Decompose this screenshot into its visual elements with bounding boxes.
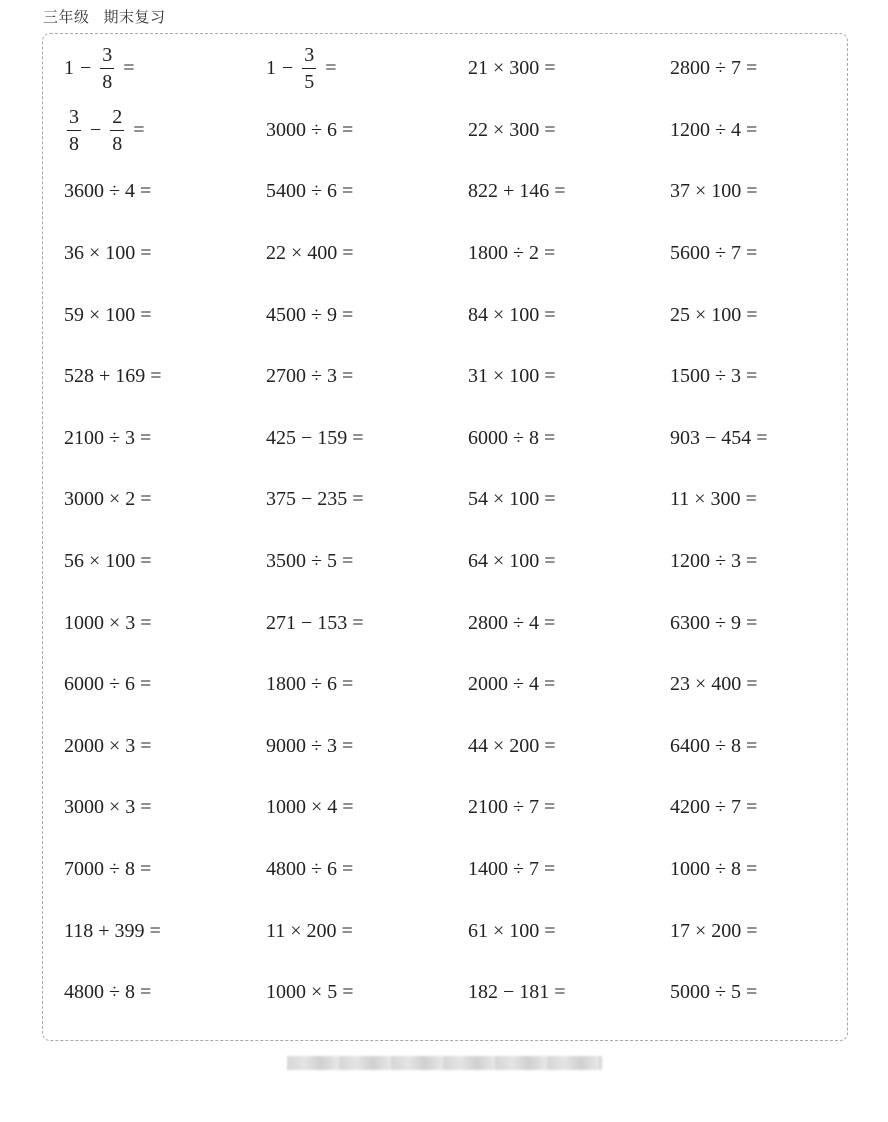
fraction	[67, 107, 81, 154]
problem-row	[64, 38, 864, 100]
numerator: 2	[112, 105, 123, 128]
problem: 182 − 181 =	[468, 981, 566, 1004]
problem: 59 × 100 =	[64, 303, 152, 326]
problem: 2800 ÷ 7 =	[670, 57, 758, 80]
denominator: 8	[112, 132, 123, 155]
problem: 1800 ÷ 2 =	[468, 242, 556, 265]
problem: 6300 ÷ 9 =	[670, 611, 758, 634]
problem: 2000 × 3 =	[64, 734, 152, 757]
problem: 11 × 300 =	[670, 488, 757, 511]
problem: 9000 ÷ 3 =	[266, 734, 354, 757]
problem: 61 × 100 =	[468, 919, 556, 942]
problem: 37 × 100 =	[670, 180, 758, 203]
problem: 64 × 100 =	[468, 550, 556, 573]
problem: 2700 ÷ 3 =	[266, 365, 354, 388]
problem: 3000 × 2 =	[64, 488, 152, 511]
problem: 5000 ÷ 5 =	[670, 981, 758, 1004]
denominator: 8	[69, 132, 79, 155]
problem: 22 × 400 =	[266, 242, 354, 265]
problem: 822 + 146 =	[468, 180, 566, 203]
problem: 118 + 399 =	[64, 919, 161, 942]
problem: 6400 ÷ 8 =	[670, 734, 758, 757]
problem: 903 − 454 =	[670, 426, 768, 449]
problem: 17 × 200 =	[670, 919, 758, 942]
equals-sign: =	[133, 118, 145, 141]
problem: 1800 ÷ 6 =	[266, 673, 354, 696]
numerator: 3	[304, 44, 315, 67]
problem: 4200 ÷ 7 =	[670, 796, 758, 819]
problem: 425 − 159 =	[266, 426, 364, 449]
operator: −	[80, 57, 92, 80]
problem-row	[64, 654, 864, 716]
blurred-watermark	[287, 1056, 602, 1070]
whole-number: 1	[64, 57, 74, 80]
problem-row	[64, 900, 864, 962]
numerator: 3	[69, 105, 79, 128]
equals-sign: =	[325, 57, 337, 80]
problem: 23 × 400 =	[670, 673, 758, 696]
problem: 54 × 100 =	[468, 488, 556, 511]
fraction	[302, 45, 316, 92]
problem-row	[64, 839, 864, 901]
problem-rows	[64, 161, 864, 1023]
whole-number: 1	[266, 57, 276, 80]
problem-row	[64, 223, 864, 285]
problem: 1000 ÷ 8 =	[670, 858, 758, 881]
problem: 3500 ÷ 5 =	[266, 550, 354, 573]
denominator: 5	[304, 71, 315, 94]
problem: 528 + 169 =	[64, 365, 162, 388]
problem: 5400 ÷ 6 =	[266, 180, 354, 203]
operator: −	[90, 118, 102, 141]
problem: 1000 × 5 =	[266, 981, 354, 1004]
problem: 4500 ÷ 9 =	[266, 303, 354, 326]
problem-row	[64, 716, 864, 778]
problem: 7000 ÷ 8 =	[64, 858, 152, 881]
problem: 6000 ÷ 8 =	[468, 426, 556, 449]
problem: 2100 ÷ 3 =	[64, 426, 152, 449]
problem: 1200 ÷ 4 =	[670, 118, 758, 141]
problem: 31 × 100 =	[468, 365, 556, 388]
problem-row	[64, 100, 864, 162]
problem: 11 × 200 =	[266, 919, 353, 942]
problem-row	[64, 161, 864, 223]
problem-grid	[64, 38, 864, 1024]
problem: 21 × 300 =	[468, 57, 556, 80]
page-title: 期末复习	[103, 8, 166, 26]
problem: 4800 ÷ 8 =	[64, 981, 152, 1004]
problem: 22 × 300 =	[468, 118, 556, 141]
problem-row	[64, 408, 864, 470]
problem: 2100 ÷ 7 =	[468, 796, 556, 819]
problem: 44 × 200 =	[468, 734, 556, 757]
problem-fraction	[64, 38, 135, 100]
denominator: 8	[102, 71, 113, 94]
problem: 5600 ÷ 7 =	[670, 242, 758, 265]
problem: 271 − 153 =	[266, 611, 364, 634]
problem: 1200 ÷ 3 =	[670, 550, 758, 573]
problem-fraction	[266, 38, 337, 100]
problem: 1000 × 4 =	[266, 796, 354, 819]
problem: 4800 ÷ 6 =	[266, 858, 354, 881]
problem: 1000 × 3 =	[64, 611, 152, 634]
problem: 3000 × 3 =	[64, 796, 152, 819]
grade-label: 三年级	[43, 8, 90, 26]
problem: 84 × 100 =	[468, 303, 556, 326]
problem: 25 × 100 =	[670, 303, 758, 326]
fraction	[100, 45, 114, 92]
equals-sign: =	[123, 57, 135, 80]
problem-fraction	[64, 100, 145, 162]
problem-row	[64, 284, 864, 346]
problem: 6000 ÷ 6 =	[64, 673, 152, 696]
problem: 2800 ÷ 4 =	[468, 611, 556, 634]
problem: 3600 ÷ 4 =	[64, 180, 152, 203]
problem: 36 × 100 =	[64, 242, 152, 265]
problem-row	[64, 346, 864, 408]
problem: 1500 ÷ 3 =	[670, 365, 758, 388]
problem: 375 − 235 =	[266, 488, 364, 511]
problem-row	[64, 777, 864, 839]
numerator: 3	[102, 44, 113, 67]
problem-row	[64, 962, 864, 1024]
problem: 56 × 100 =	[64, 550, 152, 573]
operator: −	[282, 57, 294, 80]
problem-row	[64, 469, 864, 531]
problem-row	[64, 592, 864, 654]
page-header	[43, 6, 166, 27]
problem-row	[64, 531, 864, 593]
problem: 1400 ÷ 7 =	[468, 858, 556, 881]
problem: 3000 ÷ 6 =	[266, 118, 354, 141]
problem: 2000 ÷ 4 =	[468, 673, 556, 696]
fraction	[110, 107, 124, 154]
